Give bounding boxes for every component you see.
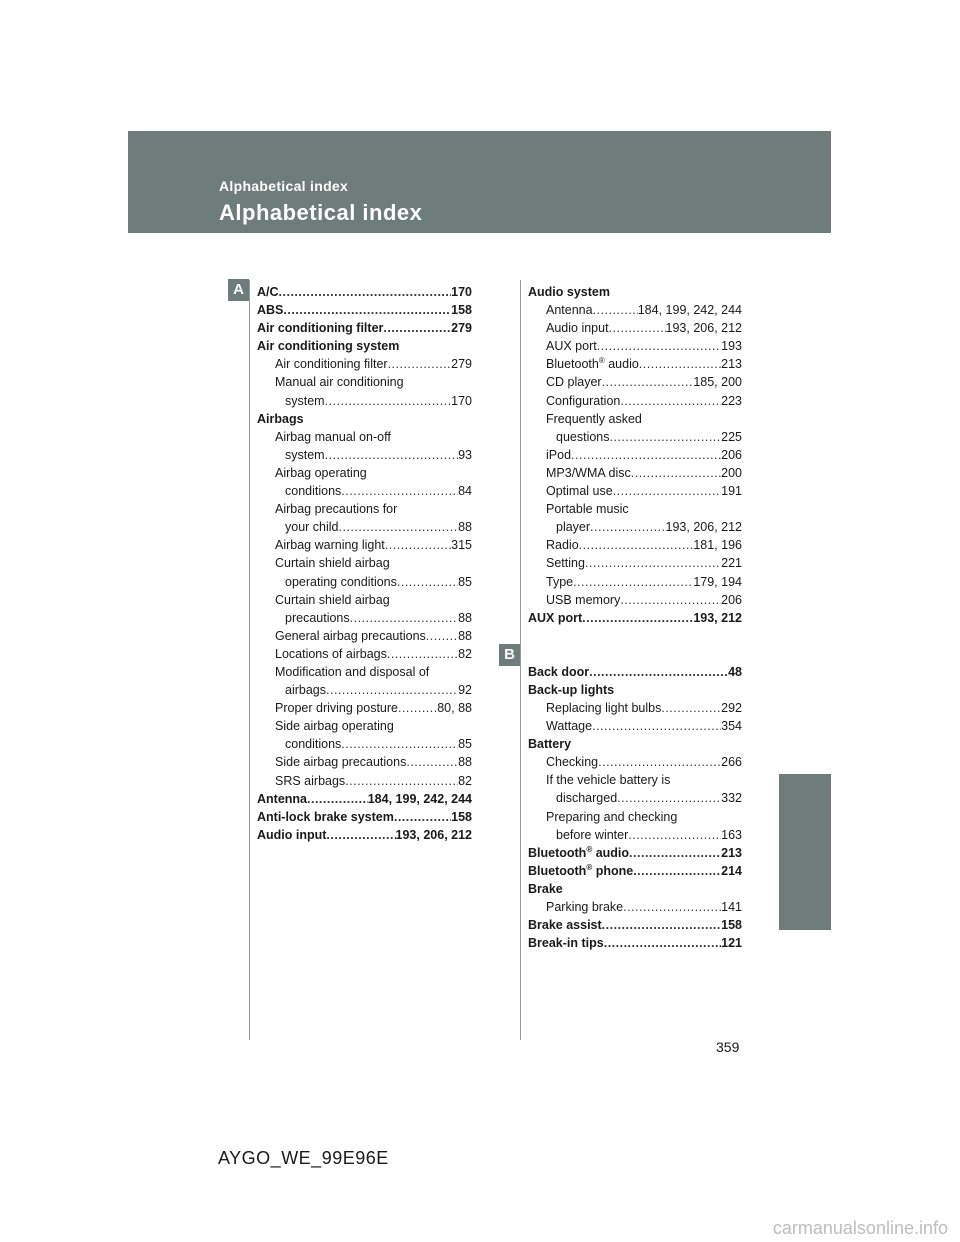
index-subentry[interactable]: system ..... 170 (257, 392, 472, 410)
index-entry[interactable]: Bluetooth® phone ..... 214 (528, 862, 742, 880)
index-subheading: Frequently asked (546, 411, 642, 426)
column-divider-left (249, 280, 250, 1040)
section-header (128, 131, 831, 233)
index-subentry[interactable]: Locations of airbags ..... 82 (257, 645, 472, 663)
section-gap (528, 627, 742, 663)
index-subheading: Airbag manual on-off (275, 429, 391, 444)
index-subentry[interactable]: precautions ..... 88 (257, 609, 472, 627)
index-subentry[interactable]: Setting ..... 221 (528, 554, 742, 572)
index-entry[interactable]: Audio input ..... 193, 206, 212 (257, 826, 472, 844)
index-heading: Audio system (528, 285, 610, 299)
index-heading: Back-up lights (528, 682, 615, 697)
index-subentry[interactable]: iPod ..... 206 (528, 446, 742, 464)
index-entry[interactable]: Air conditioning filter ..... 279 (257, 319, 472, 337)
index-heading: Airbags (257, 411, 304, 426)
index-subheading: Preparing and checking (546, 809, 678, 824)
index-subentry[interactable]: Optimal use ..... 191 (528, 482, 742, 500)
index-subentry[interactable]: Radio ..... 181, 196 (528, 536, 742, 554)
index-subheading: Airbag precautions for (275, 502, 398, 517)
index-subentry[interactable]: questions ..... 225 (528, 428, 742, 446)
index-subentry[interactable]: Configuration ..... 223 (528, 392, 742, 410)
watermark: carmanualsonline.info (772, 1218, 948, 1238)
index-subentry[interactable]: MP3/WMA disc ..... 200 (528, 464, 742, 482)
index-column-a (257, 283, 472, 844)
index-subentry[interactable]: system ..... 93 (257, 446, 472, 464)
index-subheading: Modification and disposal of (275, 664, 430, 679)
index-subentry[interactable]: Parking brake ..... 141 (528, 898, 742, 916)
index-entry[interactable]: Bluetooth® audio ..... 213 (528, 844, 742, 862)
index-subheading: If the vehicle battery is (546, 773, 671, 788)
index-subentry[interactable]: before winter ..... 163 (528, 826, 742, 844)
index-subentry[interactable]: Audio input ..... 193, 206, 212 (528, 319, 742, 337)
index-subentry[interactable]: CD player ..... 185, 200 (528, 373, 742, 391)
page-number: 359 (716, 1039, 740, 1055)
index-subheading: Portable music (546, 502, 629, 517)
index-subentry[interactable]: USB memory ..... 206 (528, 591, 742, 609)
index-subentry[interactable]: player ..... 193, 206, 212 (528, 518, 742, 536)
page-title: Alphabetical index (219, 200, 423, 225)
index-column-b (528, 283, 742, 952)
index-subheading: Side airbag operating (275, 719, 394, 734)
index-subentry[interactable]: your child ..... 88 (257, 518, 472, 536)
index-subheading: Airbag operating (275, 465, 367, 480)
index-subentry[interactable]: Air conditioning filter ..... 279 (257, 355, 472, 373)
index-subentry[interactable]: General airbag precautions ..... 88 (257, 627, 472, 645)
index-subheading: Curtain shield airbag (275, 592, 390, 607)
index-entry[interactable]: Brake assist ..... 158 (528, 916, 742, 934)
document-code: AYGO_WE_99E96E (218, 1148, 389, 1168)
index-entry[interactable]: A/C ..... 170 (257, 283, 472, 301)
index-entry[interactable]: ABS ..... 158 (257, 301, 472, 319)
index-subheading: Curtain shield airbag (275, 556, 390, 571)
chapter-side-tab (779, 774, 831, 930)
index-heading: Brake (528, 881, 563, 896)
index-subentry[interactable]: Side airbag precautions ..... 88 (257, 753, 472, 771)
index-subentry[interactable]: Bluetooth® audio ..... 213 (528, 355, 742, 373)
index-subentry[interactable]: Antenna ..... 184, 199, 242, 244 (528, 301, 742, 319)
index-subentry[interactable]: Type ..... 179, 194 (528, 573, 742, 591)
index-subentry[interactable]: discharged ..... 332 (528, 789, 742, 807)
index-heading: Air conditioning system (257, 339, 400, 354)
index-entry[interactable]: Antenna ..... 184, 199, 242, 244 (257, 790, 472, 808)
letter-marker-b: B (499, 644, 520, 666)
index-subentry[interactable]: operating conditions ..... 85 (257, 573, 472, 591)
index-subentry[interactable]: AUX port ..... 193 (528, 337, 742, 355)
index-subentry[interactable]: SRS airbags ..... 82 (257, 772, 472, 790)
index-subentry[interactable]: airbags ..... 92 (257, 681, 472, 699)
index-subentry[interactable]: conditions ..... 85 (257, 735, 472, 753)
index-subentry[interactable]: Proper driving posture ..... 80, 88 (257, 699, 472, 717)
index-heading: Battery (528, 737, 572, 752)
index-subentry[interactable]: conditions ..... 84 (257, 482, 472, 500)
index-subentry[interactable]: Wattage ..... 354 (528, 717, 742, 735)
index-entry[interactable]: Anti-lock brake system ..... 158 (257, 808, 472, 826)
index-subentry[interactable]: Checking ..... 266 (528, 753, 742, 771)
index-subentry[interactable]: Replacing light bulbs ..... 292 (528, 699, 742, 717)
index-subheading: Manual air conditioning (275, 375, 404, 390)
index-entry[interactable]: Back door ..... 48 (528, 663, 742, 681)
letter-marker-a: A (228, 279, 249, 301)
column-divider-right (520, 280, 521, 1040)
index-entry[interactable]: Break-in tips ..... 121 (528, 934, 742, 952)
index-entry[interactable]: AUX port ..... 193, 212 (528, 609, 742, 627)
index-subentry[interactable]: Airbag warning light ..... 315 (257, 536, 472, 554)
breadcrumb: Alphabetical index (219, 178, 349, 194)
